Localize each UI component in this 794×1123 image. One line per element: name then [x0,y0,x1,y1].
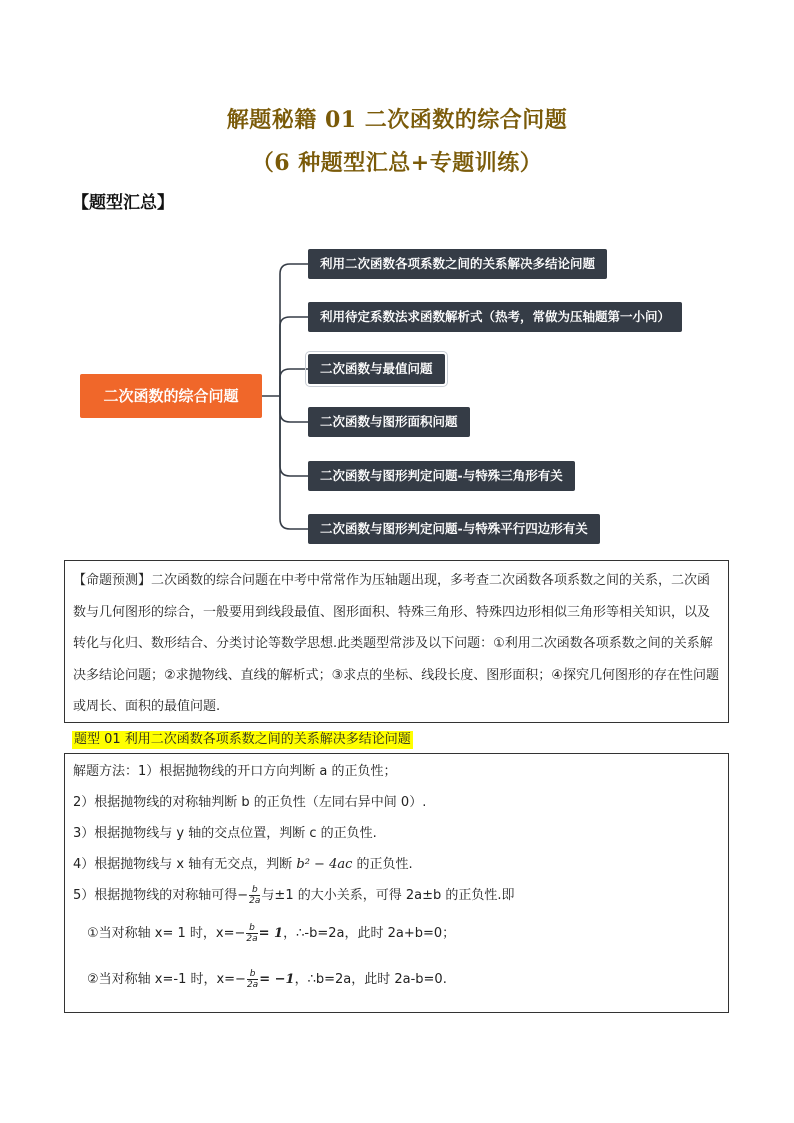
method-line-4 [73,849,720,880]
case-2 [73,957,720,1003]
case1-eq: = 1 [258,926,284,941]
case2-eq: = −1 [259,972,295,987]
line5-pre: 5）根据抛物线的对称轴可得− [73,888,249,903]
line5-post: 与±1 的大小关系，可得 2a±b 的正负性.即 [261,888,515,903]
mindmap-node-3: 二次函数与最值问题 [308,354,445,384]
case2-post: ，∴b=2a，此时 2a-b=0. [294,972,447,987]
connector-1 [280,264,308,396]
connector-5 [280,396,308,476]
mindmap-node-5: 二次函数与图形判定问题-与特殊三角形有关 [308,461,575,491]
case2-pre: ②当对称轴 x=-1 时，x=− [87,972,246,987]
discriminant-math: b² − 4ac [296,857,353,872]
method-line-2: 2）根据抛物线的对称轴判断 b 的正负性（左同右异中间 0）. [73,795,427,810]
prediction-text: 二次函数的综合问题在中考中常常作为压轴题出现，多考查二次函数各项系数之间的关系，二次函数与几何图形的综合，一般要用到线段最值、图形面积、特殊三角形、特殊四边形相似三角形等相关知识，以及转化与化归、数形结合、分类讨论等数学思想.此类题型常涉及以下问题：①利用二次函数各项系数之间的关系解决多结论问题；②求抛物线、直线的解析式；③求点的坐标、线段长度、图形面积；④探究几何图形的存在性问题或周长、面积的最值问题. [73,573,719,714]
connector-3 [280,369,308,396]
mindmap-node-6: 二次函数与图形判定问题-与特殊平行四边形有关 [308,514,600,544]
page-subtitle: （6 种题型汇总+专题训练） [251,150,543,176]
line4-pre: 4）根据抛物线与 x 轴有无交点，判断 [73,857,297,872]
prediction-box [64,560,729,723]
mindmap-node-4: 二次函数与图形面积问题 [308,407,470,437]
fraction-b-over-2a-case2: $\frac{b}{2a}$ [246,969,259,990]
mindmap-node-2: 利用待定系数法求函数解析式（热考，常做为压轴题第一小问） [308,302,682,332]
method-line-3: 3）根据抛物线与 y 轴的交点位置，判断 c 的正负性. [73,826,377,841]
fraction-b-over-2a-case1: $\frac{b}{2a}$ [246,923,258,944]
type01-heading: 题型 01 利用二次函数各项系数之间的关系解决多结论问题 [74,732,411,747]
method-box [64,753,729,1013]
case1-pre: ①当对称轴 x= 1 时，x=− [87,926,246,941]
connector-4 [280,396,308,422]
method-line-5 [73,880,720,911]
case1-post: ，∴-b=2a，此时 2a+b=0； [283,926,456,941]
connector-2 [280,317,308,396]
mindmap-node-1: 利用二次函数各项系数之间的关系解决多结论问题 [308,249,607,279]
page-title: 解题秘籍 01 二次函数的综合问题 [226,107,568,133]
mindmap-root: 二次函数的综合问题 [80,374,262,418]
section-label: 【题型汇总】 [72,193,174,213]
method-line-1: 解题方法：1）根据抛物线的开口方向判断 a 的正负性； [73,764,397,779]
case-1 [73,911,720,957]
prediction-label: 【命题预测】 [73,573,152,588]
line4-post: 的正负性. [352,857,413,872]
connector-6 [280,396,308,529]
fraction-b-over-2a: $\frac{b}{2a}$ [249,885,261,906]
